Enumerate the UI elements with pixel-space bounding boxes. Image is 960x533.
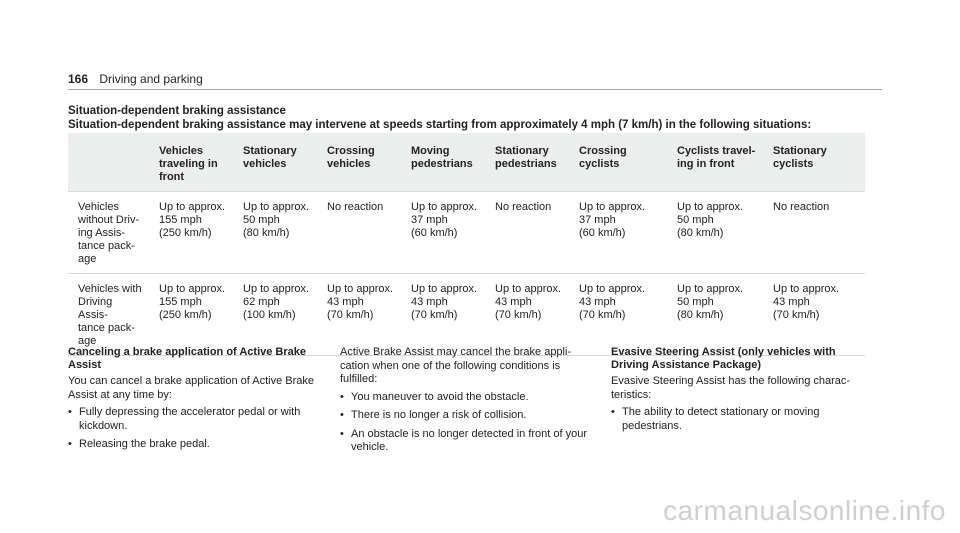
table-cell: Vehicles with Driving Assis- tance pack- age	[68, 274, 151, 356]
list-item: • Fully depressing the accelerator pedal or with kickdown.	[68, 406, 301, 432]
table-cell: No reaction	[319, 192, 403, 274]
list-item: • There is no longer a risk of collision.	[340, 409, 527, 421]
auto-cancel-intro: Active Brake Assist may cancel the brake appli-cation when one of the following conditions is fulfilled:	[340, 346, 572, 385]
evasive-steering-list	[611, 406, 866, 433]
evasive-steering-title: Evasive Steering Assist (only vehicles with Driving Assistance Package)	[611, 346, 836, 371]
cancel-brake-list	[68, 406, 330, 452]
cancel-brake-column	[68, 346, 330, 457]
table-row	[68, 192, 865, 274]
table-cell: Up to approx. 62 mph (100 km/h)	[235, 274, 319, 356]
table-cell: No reaction	[765, 192, 865, 274]
bullet-icon: •	[340, 427, 344, 440]
table-header-cell: Vehicles traveling in front	[151, 133, 235, 192]
heading-title: Situation-dependent braking assistance	[68, 105, 286, 117]
table-header-cell: Crossing vehicles	[319, 133, 403, 192]
bullet-icon: •	[611, 406, 615, 418]
table-header-cell	[68, 133, 151, 192]
table-cell: Up to approx. 50 mph (80 km/h)	[669, 274, 765, 356]
evasive-steering-column	[611, 346, 866, 438]
table-cell: Up to approx. 50 mph (80 km/h)	[235, 192, 319, 274]
table-cell: Up to approx. 37 mph (60 km/h)	[571, 192, 669, 274]
watermark: carmanualsonline.info	[663, 495, 946, 526]
page-header	[68, 72, 203, 86]
table-header-cell: Stationary cyclists	[765, 133, 865, 192]
bullet-icon: •	[68, 438, 72, 450]
list-item: • The ability to detect stationary or moving pedestrians.	[611, 406, 820, 432]
cancel-brake-title: Canceling a brake application of Active Brake Assist	[68, 346, 307, 371]
table-cell: Up to approx. 43 mph (70 km/h)	[765, 274, 865, 356]
table-cell: Up to approx. 155 mph (250 km/h)	[151, 192, 235, 274]
heading-subtitle: Situation-dependent braking assistance may intervene at speeds starting from approximately 4 mph (7 km/h) in the following situations:	[68, 119, 812, 131]
table-header-cell: Stationary vehicles	[235, 133, 319, 192]
table-cell: Up to approx. 155 mph (250 km/h)	[151, 274, 235, 356]
table-cell: Up to approx. 43 mph (70 km/h)	[319, 274, 403, 356]
bullet-icon: •	[340, 409, 344, 421]
table-header-cell: Moving pedestrians	[403, 133, 487, 192]
evasive-steering-intro: Evasive Steering Assist has the following charac-teristics:	[611, 375, 851, 401]
section-title: Driving and parking	[99, 72, 203, 86]
list-item: • An obstacle is no longer detected in front of your vehicle.	[340, 427, 588, 453]
table-cell: Up to approx. 50 mph (80 km/h)	[669, 192, 765, 274]
table-row	[68, 274, 865, 356]
braking-assistance-table	[68, 133, 865, 356]
list-item: • You maneuver to avoid the obstacle.	[340, 390, 529, 403]
section-heading	[68, 104, 811, 132]
auto-cancel-list	[340, 391, 590, 455]
table-header-cell: Cyclists travel- ing in front	[669, 133, 765, 192]
header-divider	[68, 89, 882, 90]
table-header-cell: Crossing cyclists	[571, 133, 669, 192]
table-header-cell: Stationary pedestrians	[487, 133, 571, 192]
table-cell: Up to approx. 37 mph (60 km/h)	[403, 192, 487, 274]
list-item: • Releasing the brake pedal.	[68, 438, 210, 450]
table-header-row	[68, 133, 865, 192]
table-cell: Up to approx. 43 mph (70 km/h)	[403, 274, 487, 356]
page-number: 166	[68, 72, 89, 86]
table-cell: No reaction	[487, 192, 571, 274]
table-cell: Up to approx. 43 mph (70 km/h)	[487, 274, 571, 356]
table-cell: Vehicles without Driv- ing Assis- tance pack- age	[68, 192, 151, 274]
bullet-icon: •	[340, 390, 344, 403]
cancel-brake-intro: You can cancel a brake application of Active Brake Assist at any time by:	[68, 375, 315, 401]
table-cell: Up to approx. 43 mph (70 km/h)	[571, 274, 669, 356]
bullet-icon: •	[68, 406, 72, 418]
auto-cancel-column	[340, 346, 590, 460]
